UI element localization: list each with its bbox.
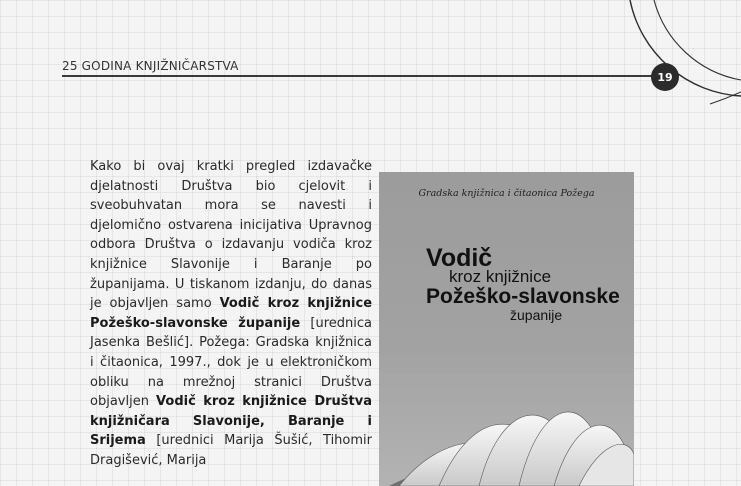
open-book-illustration: [379, 366, 634, 486]
text-run: [urednici Marija Šušić, Tihomir Dragišević, Marija: [90, 433, 372, 468]
cover-title-line: kroz knjižnice: [449, 267, 552, 286]
book-cover-image: [379, 172, 634, 486]
bold-title-pozega-guide: Vodič kroz knjižnice Požeško-slavonske županije: [90, 296, 373, 331]
body-paragraph: [90, 157, 372, 471]
running-header-title: 25 GODINA KNJIŽNIČARSTVA: [62, 59, 239, 73]
header-divider: [62, 75, 658, 77]
cover-publisher: Gradska knjižnica i čitaonica Požega: [418, 188, 595, 199]
cover-title: [426, 246, 620, 322]
decorative-arcs: [560, 0, 741, 110]
cover-title-line: županije: [510, 307, 563, 323]
page-number-badge: 19: [651, 63, 679, 91]
cover-title-line: Požeško-slavonske: [426, 285, 620, 308]
cover-title-line: Vodič: [426, 244, 493, 272]
bold-title-society-guide: Vodič kroz knjižnice Društva knjižničara Slavonije, Baranje i Srijema: [90, 394, 372, 449]
text-run: [urednica Jasenka Bešlić]. Požega: Gradska knjižnica i čitaonica, 1997., dok je u elektroničkom obliku na mrežnoj stranici Društva objavljen: [90, 315, 372, 410]
text-run: Kako bi ovaj kratki pregled izdavačke djelatnosti Društva bio cjelovit i sveobuhvatan mora se navesti i djelomično ostvarena inicijativa Upravnog odbora Društva o izdavanju vodiča kroz knjižnice Slavonije i Baranje po županijama. U tiskanom izdanju, do danas je objavljen samo: [90, 159, 372, 312]
